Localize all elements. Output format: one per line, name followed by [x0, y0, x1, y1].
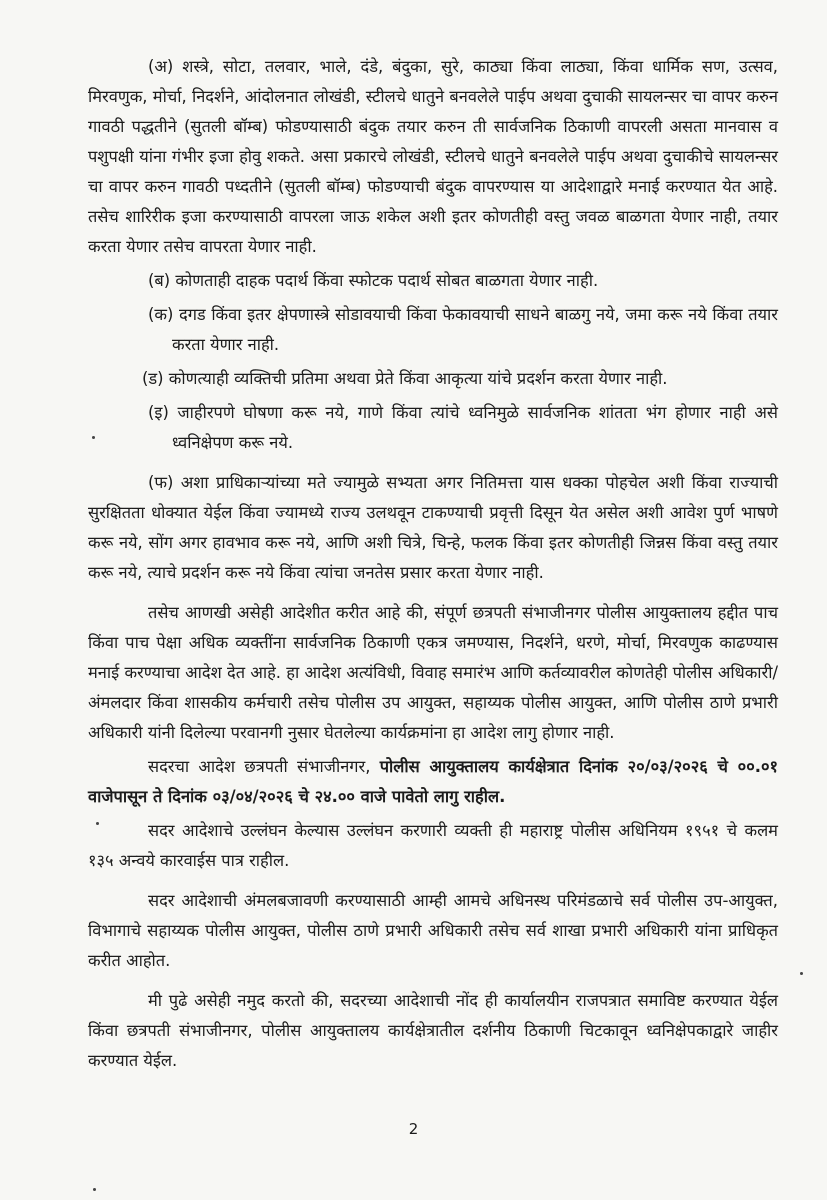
violation-paragraph: सदर आदेशाचे उल्लंघन केल्यास उल्लंघन करणारी व्यक्ती ही महाराष्ट्र पोलीस अधिनियम १९५१ चे कलम १३५ अन्वये कारवाईस पात्र राहील. [88, 821, 778, 870]
order-duration-plain: सदरचा आदेश छत्रपती संभाजीनगर, [148, 757, 380, 776]
section-e-item: (इ) जाहीरपणे घोषणा करू नये, गाणे किंवा त्यांचे ध्वनिमुळे सार्वजनिक शांतता भंग होणार नाही असे ध्वनिक्षेपण करू नये. [148, 403, 778, 452]
enforcement-paragraph: सदर आदेशाची अंमलबजावणी करण्यासाठी आम्ही आमचे अधिनस्थ परिमंडळाचे सर्व पोलीस उप-आयुक्त, विभागाचे सहाय्यक पोलीस आयुक्त, पोलीस ठाणे प्रभारी अधिकारी तसेच सर्व शाखा प्रभारी अधिकारी यांना प्राधिकृत करीत आहोत. [88, 891, 778, 970]
order-duration-paragraph [88, 752, 778, 812]
scan-speck [800, 972, 803, 975]
page-number: 2 [408, 1120, 419, 1138]
section-a-paragraph: (अ) शस्त्रे, सोटा, तलवार, भाले, दंडे, बंदुका, सुरे, काठ्या किंवा लाठ्या, किंवा धार्मिक सण, उत्सव, मिरवणुक, मोर्चा, निदर्शने, आंदोलनात लोखंडी, स्टीलचे धातुने बनवलेले पाईप अथवा दुचाकी सायलन्सर चा वापर करुन गावठी पद्धतीने (सुतली बॉम्ब) फोडण्यासाठी बंदुक तयार करुन ती सार्वजनिक ठिकाणी वापरली असता मानवास व पशुपक्षी यांना गंभीर इजा होवु शकते. असा प्रकारचे लोखंडी, स्टीलचे धातुने बनवलेले पाईप अथवा दुचाकीचे सायलन्सर चा वापर करुन गावठी पध्दतीने (सुतली बॉम्ब) फोडण्याची बंदुक वापरण्यास या आदेशाद्वारे मनाई करण्यात येत आहे. तसेच शारिरीक इजा करण्यासाठी वापरला जाऊ शकेल अशी इतर कोणतीही वस्तु जवळ बाळगता येणार नाही, तयार करता येणार तसेच वापरता येणार नाही. [88, 57, 778, 256]
section-d-item: (ड) कोणत्याही व्यक्तिची प्रतिमा अथवा प्रेते किंवा आकृत्या यांचे प्रदर्शन करता येणार नाही. [142, 369, 668, 388]
publication-paragraph: मी पुढे असेही नमुद करतो की, सदरच्या आदेशाची नोंद ही कार्यालयीन राजपत्रात समाविष्ट करण्यात येईल किंवा छत्रपती संभाजीनगर, पोलीस आयुक्तालय कार्यक्षेत्रातील दर्शनीय ठिकाणी चिटकावून ध्वनिक्षेपकाद्वारे जाहीर करण्यात येईल. [88, 991, 778, 1070]
scan-speck [92, 436, 95, 439]
order-duration-bold: पोलीस आयुक्तालय कार्यक्षेत्रात दिनांक २०/०३/२०२६ चे ००.०१ वाजेपासून ते दिनांक ०३/०४/२०२६ चे २४.०० वाजे पावेतो लागु राहील. [88, 757, 778, 806]
section-f-paragraph: (फ) अशा प्राधिकाऱ्यांच्या मते ज्यामुळे सभ्यता अगर नितिमत्ता यास धक्का पोहचेल अशी किंवा राज्याची सुरक्षितता धोक्यात येईल किंवा ज्यामध्ये राज्य उलथवून टाकण्याची प्रवृत्ती दिसून येत असेल अशी आवेश पुर्ण भाषणे करू नये, सोंग अगर हावभाव करू नये, आणि अशी चित्रे, चिन्हे, फलक किंवा इतर कोणतीही जिन्नस किंवा वस्तु तयार करू नये, त्याचे प्रदर्शन करू नये किंवा त्यांचा जनतेस प्रसार करता येणार नाही. [88, 473, 778, 582]
document-body [88, 52, 778, 1076]
scan-speck [93, 1188, 96, 1191]
scan-speck [96, 822, 99, 825]
section-b-item: (ब) कोणताही दाहक पदार्थ किंवा स्फोटक पदार्थ सोबत बाळगता येणार नाही. [148, 271, 599, 290]
assembly-ban-paragraph: तसेच आणखी असेही आदेशीत करीत आहे की, संपूर्ण छत्रपती संभाजीनगर पोलीस आयुक्तालय हद्दीत पाच किंवा पाच पेक्षा अधिक व्यक्तींना सार्वजनिक ठिकाणी एकत्र जमण्यास, निदर्शने, धरणे, मोर्चा, मिरवणुक काढण्यास मनाई करण्याचा आदेश देत आहे. हा आदेश अत्यंविधी, विवाह समारंभ आणि कर्तव्यावरील कोणतेही पोलीस अधिकारी/अंमलदार किंवा शासकीय कर्मचारी तसेच पोलीस उप आयुक्त, सहाय्यक पोलीस आयुक्त, आणि पोलीस ठाणे प्रभारी अधिकारी यांनी दिलेल्या परवानगी नुसार घेतलेल्या कार्यक्रमांना हा आदेश लागु होणार नाही. [88, 603, 778, 742]
section-c-item: (क) दगड किंवा इतर क्षेपणास्त्रे सोडावयाची किंवा फेकावयाची साधने बाळगु नये, जमा करू नये किंवा तयार करता येणार नाही. [148, 305, 778, 354]
